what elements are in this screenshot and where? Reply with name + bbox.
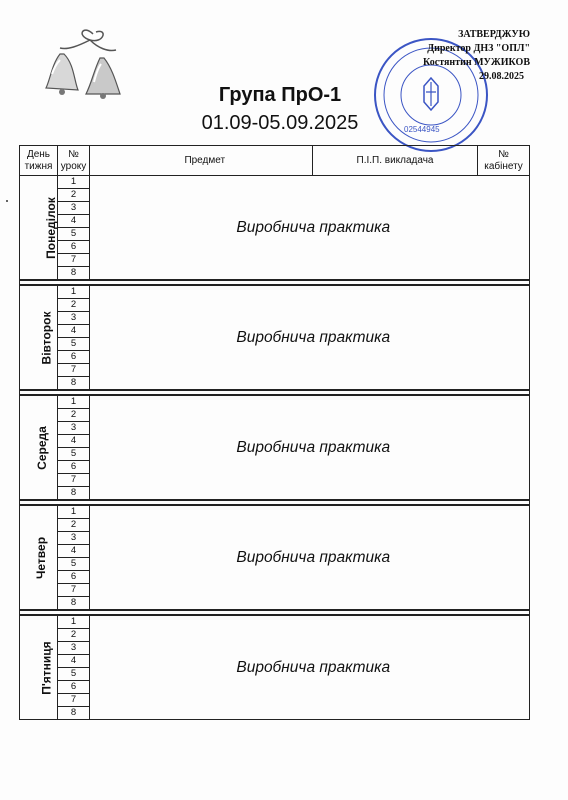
lesson-number: 5: [58, 668, 90, 681]
lesson-number: 4: [58, 325, 90, 338]
approval-block: [380, 28, 530, 84]
header-room: № кабінету: [478, 146, 530, 176]
table-row: [20, 176, 530, 189]
header-spacer: [90, 146, 98, 176]
lesson-number: 8: [58, 267, 90, 281]
lesson-number: 2: [58, 409, 90, 422]
lesson-number: 6: [58, 241, 90, 254]
header-day: День тижня: [20, 146, 58, 176]
day-name: П'ятниця: [39, 640, 54, 695]
lesson-number: 4: [58, 545, 90, 558]
lesson-number: 3: [58, 312, 90, 325]
group-title: Група ПрО-1: [218, 84, 342, 106]
lesson-number: 5: [58, 338, 90, 351]
day-name: Вівторок: [39, 311, 54, 364]
day-cell: [20, 395, 58, 500]
table-row: [20, 285, 530, 299]
header-teacher: П.І.П. викладача: [313, 146, 478, 176]
lesson-number: 3: [58, 642, 90, 655]
lesson-number: 7: [58, 474, 90, 487]
lesson-number: 4: [58, 215, 90, 228]
table-row: [20, 505, 530, 519]
bells-icon: [38, 24, 138, 104]
lesson-number: 3: [58, 422, 90, 435]
lesson-number: 2: [58, 189, 90, 202]
table-row: [20, 395, 530, 409]
day-cell: [20, 285, 58, 390]
approval-line-1: ЗАТВЕРДЖУЮ: [458, 29, 530, 40]
header-lesson: № уроку: [58, 146, 90, 176]
lesson-number: 8: [58, 377, 90, 391]
day-cell: [20, 615, 58, 720]
table-row: [20, 615, 530, 629]
lesson-number: 1: [58, 395, 90, 409]
schedule-table: [19, 145, 530, 720]
subject-cell: Виробнича практика: [98, 615, 530, 720]
lesson-number: 7: [58, 694, 90, 707]
approval-date: 29.08.2025: [479, 71, 524, 82]
approval-line-2: Директор ДНЗ "ОПЛ": [427, 43, 530, 54]
lesson-number: 1: [58, 176, 90, 189]
lesson-number: 8: [58, 487, 90, 501]
lesson-number: 1: [58, 285, 90, 299]
subject-spacer: [90, 176, 98, 281]
lesson-number: 4: [58, 435, 90, 448]
lesson-number: 2: [58, 629, 90, 642]
date-range: 01.09-05.09.2025: [201, 112, 359, 134]
subject-cell: Виробнича практика: [98, 395, 530, 500]
lesson-number: 5: [58, 448, 90, 461]
header-row: [20, 146, 530, 176]
lesson-number: 7: [58, 364, 90, 377]
lesson-number: 1: [58, 615, 90, 629]
lesson-number: 2: [58, 299, 90, 312]
subject-cell: Виробнича практика: [98, 505, 530, 610]
lesson-number: 5: [58, 558, 90, 571]
scan-dot: [6, 200, 8, 202]
lesson-number: 4: [58, 655, 90, 668]
lesson-number: 3: [58, 202, 90, 215]
subject-spacer: [90, 505, 98, 610]
approval-line-3: Костянтин МУЖИКОВ: [423, 57, 530, 68]
subject-spacer: [90, 285, 98, 390]
lesson-number: 7: [58, 584, 90, 597]
lesson-number: 3: [58, 532, 90, 545]
day-name: Понеділок: [43, 196, 58, 259]
lesson-number: 7: [58, 254, 90, 267]
subject-cell: Виробнича практика: [98, 176, 530, 281]
lesson-number: 5: [58, 228, 90, 241]
lesson-number: 8: [58, 707, 90, 720]
lesson-number: 6: [58, 681, 90, 694]
header-subject: Предмет: [98, 146, 313, 176]
lesson-number: 6: [58, 461, 90, 474]
lesson-number: 6: [58, 571, 90, 584]
lesson-number: 6: [58, 351, 90, 364]
day-cell: [20, 176, 58, 281]
day-cell: [20, 505, 58, 610]
stamp-code: 02544945: [404, 125, 440, 134]
lesson-number: 2: [58, 519, 90, 532]
lesson-number: 1: [58, 505, 90, 519]
subject-spacer: [90, 395, 98, 500]
lesson-number: 8: [58, 597, 90, 611]
subject-spacer: [90, 615, 98, 720]
subject-cell: Виробнича практика: [98, 285, 530, 390]
day-name: Четвер: [34, 536, 49, 579]
day-name: Середа: [34, 425, 49, 470]
